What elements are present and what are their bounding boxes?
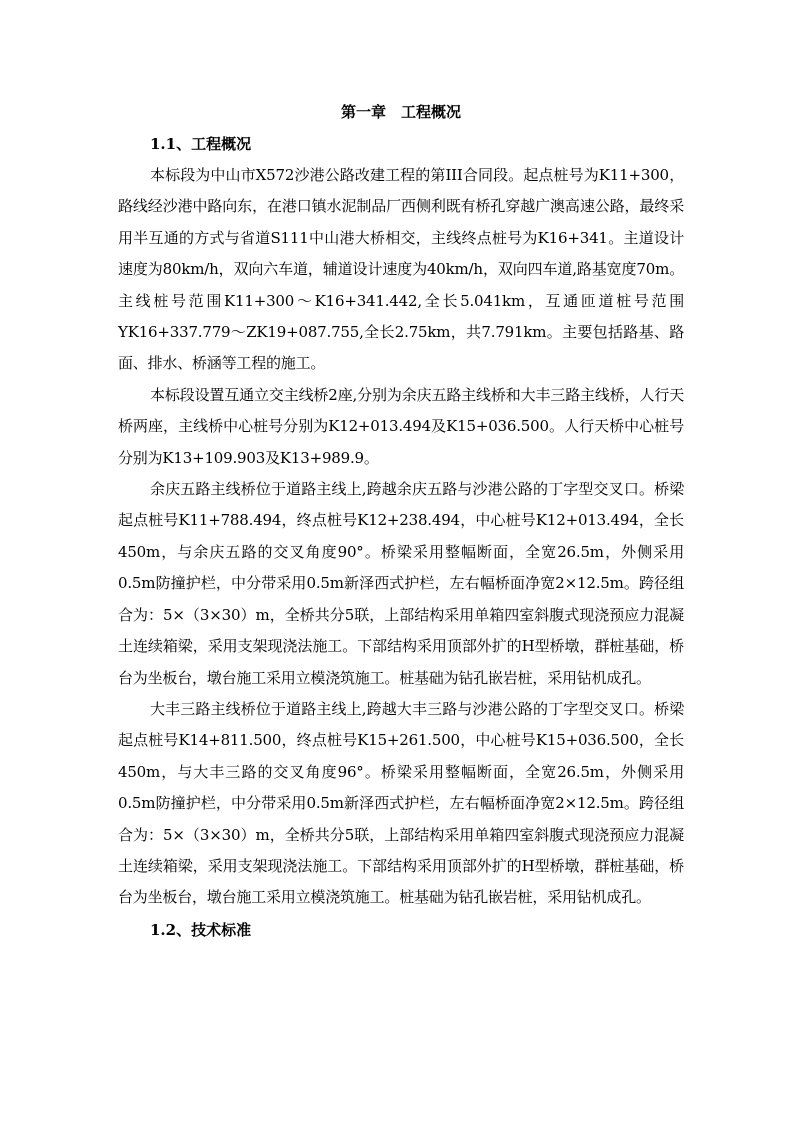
section-heading-1-2: 1.2、技术标准 bbox=[150, 920, 252, 939]
paragraph-project-overview: 本标段为中山市X572沙港公路改建工程的第III合同段。起点桩号为K11+300，路线经沙港中路向东，在港口镇水泥制品厂西侧利既有桥孔穿越广澳高速公路，最终采用半互通的方式与省道S111中山港大桥相交，主线终点桩号为K16+341。主道设计速度为80km/h，双向六车道，辅道设计速度为40km/h，双向四车道,路基宽度70m。主线桩号范围K11+300～K16+341.442,全长5.041km，互通匝道桩号范围YK16+337.779～ZK19+087.755,全长2.75km，共7.791km。主要包括路基、路面、排水、桥涵等工程的施工。 bbox=[118, 166, 684, 373]
paragraph-bridges-summary: 本标段设置互通立交主线桥2座,分别为余庆五路主线桥和大丰三路主线桥，人行天桥两座，主线桥中心桩号分别为K12+013.494及K15+036.500。人行天桥中心桩号分别为K13+109.903及K13+989.9。 bbox=[118, 385, 684, 467]
section-heading-1-1: 1.1、工程概况 bbox=[150, 135, 252, 153]
paragraph-yuqing-bridge: 余庆五路主线桥位于道路主线上,跨越余庆五路与沙港公路的丁字型交叉口。桥梁起点桩号K11+788.494，终点桩号K12+238.494，中心桩号K12+013.494，全长450m，与余庆五路的交叉角度90°。桥梁采用整幅断面，全宽26.5m，外侧采用0.5m防撞护栏，中分带采用0.5m新泽西式护栏，左右幅桥面净宽2×12.5m。跨径组合为：5×（3×30）m，全桥共分5联，上部结构采用单箱四室斜腹式现浇预应力混凝土连续箱梁，采用支架现浇法施工。下部结构采用顶部外扩的H型桥墩，群桩基础，桥台为坐板台，墩台施工采用立模浇筑施工。桩基础为钻孔嵌岩桩，采用钻机成孔。 bbox=[118, 480, 684, 687]
document-body bbox=[118, 96, 684, 946]
chapter-title: 第一章 工程概况 bbox=[340, 103, 461, 121]
paragraph-dafeng-bridge: 大丰三路主线桥位于道路主线上,跨越大丰三路与沙港公路的丁字型交叉口。桥梁起点桩号K14+811.500，终点桩号K15+261.500，中心桩号K15+036.500，全长450m，与大丰三路的交叉角度96°。桥梁采用整幅断面，全宽26.5m，外侧采用0.5m防撞护栏，中分带采用0.5m新泽西式护栏，左右幅桥面净宽2×12.5m。跨径组合为：5×（3×30）m，全桥共分5联，上部结构采用单箱四室斜腹式现浇预应力混凝土连续箱梁，采用支架现浇法施工。下部结构采用顶部外扩的H型桥墩，群桩基础，桥台为坐板台，墩台施工采用立模浇筑施工。桩基础为钻孔嵌岩桩，采用钻机成孔。 bbox=[118, 699, 684, 907]
